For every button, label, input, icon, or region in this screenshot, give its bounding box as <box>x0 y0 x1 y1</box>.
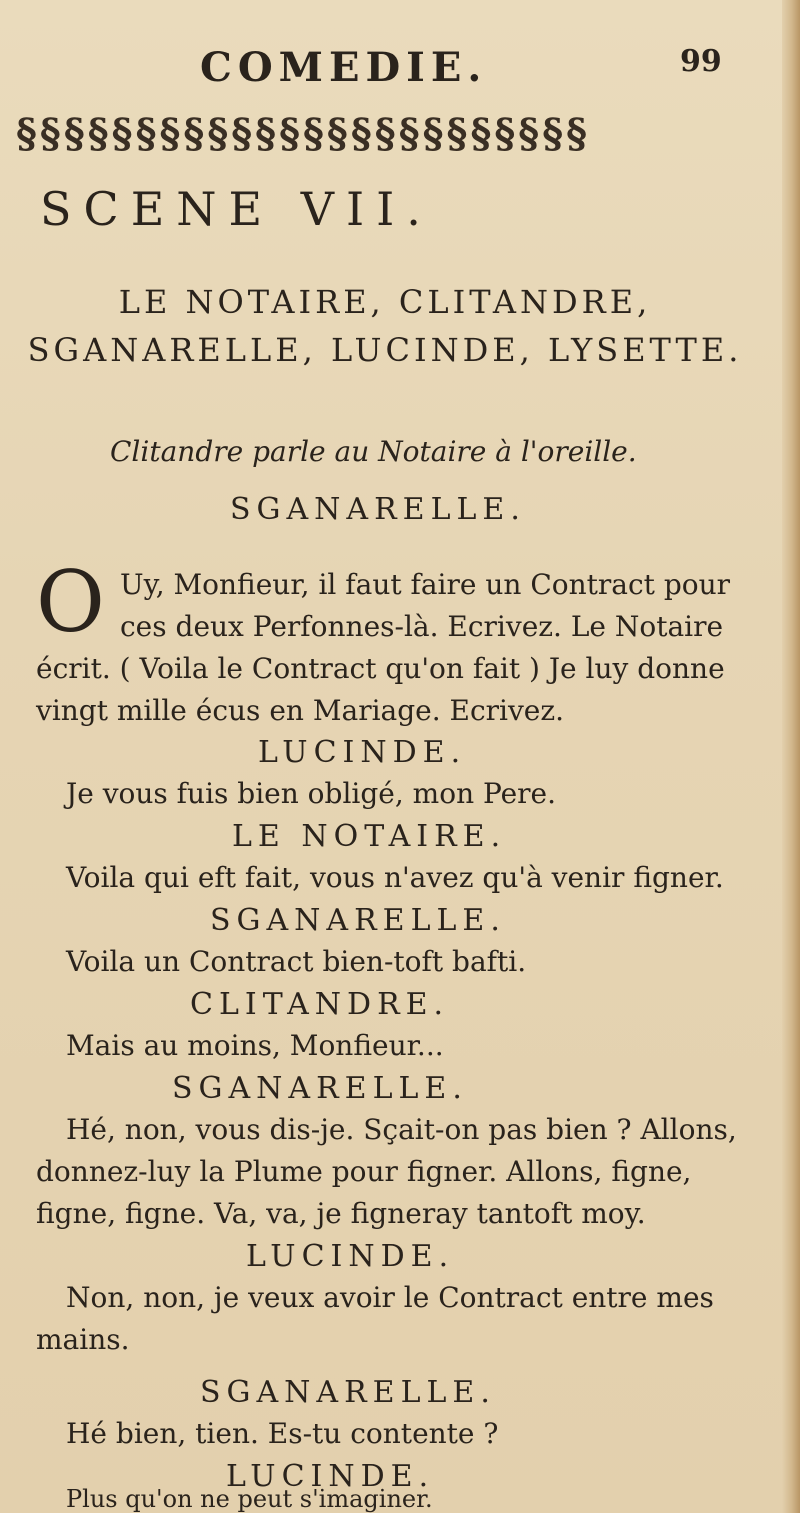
speaker-sganarelle: SGANARELLE. <box>172 1071 468 1106</box>
speaker-lucinde: LUCINDE. <box>258 735 467 770</box>
dialogue-line: Voila qui eft fait, vous n'avez qu'à venir figner. <box>66 861 724 894</box>
speaker-sganarelle: SGANARELLE. <box>200 1375 496 1410</box>
speaker-sganarelle: SGANARELLE. <box>230 492 526 527</box>
speaker-sganarelle: SGANARELLE. <box>210 903 506 938</box>
dialogue-line: Uy, Monfieur, il faut faire un Contract pour <box>120 568 731 601</box>
dialogue-line: mains. <box>36 1323 130 1356</box>
stage-direction: Clitandre parle au Notaire à l'oreille. <box>110 435 637 468</box>
page-number: 99 <box>680 44 722 79</box>
scene-title: SCENE VII. <box>40 182 433 236</box>
dialogue-line: Hé bien, tien. Es-tu contente ? <box>66 1417 499 1450</box>
dialogue-line: Voila un Contract bien-toft bafti. <box>66 945 527 978</box>
drop-cap: O <box>36 553 105 651</box>
running-head: COMEDIE. <box>200 44 488 91</box>
dialogue-line: donnez-luy la Plume pour figner. Allons, figne, <box>36 1155 692 1188</box>
dialogue-line: figne, figne. Va, va, je figneray tantoft moy. <box>36 1197 646 1230</box>
dialogue-line: ces deux Perfonnes-là. Ecrivez. Le Notaire <box>120 610 724 643</box>
page-spine-shadow <box>782 0 800 1513</box>
dialogue-line: Je vous fuis bien obligé, mon Pere. <box>66 777 557 810</box>
speaker-clitandre: CLITANDRE. <box>190 987 450 1022</box>
dialogue-line: écrit. ( Voila le Contract qu'on fait ) Je luy donne <box>36 652 725 685</box>
ornament-band: §§§§§§§§§§§§§§§§§§§§§§§§ <box>16 110 591 157</box>
dialogue-line: Non, non, je veux avoir le Contract entre mes <box>66 1281 714 1314</box>
speaker-lucinde: LUCINDE. <box>226 1459 435 1494</box>
character-list: LE NOTAIRE, CLITANDRE, SGANARELLE, LUCINDE, LYSETTE. <box>27 283 743 369</box>
dialogue-line: Hé, non, vous dis-je. Sçait-on pas bien ? Allons, <box>66 1113 737 1146</box>
dialogue-line: Mais au moins, Monfieur... <box>66 1029 444 1062</box>
speaker-lucinde: LUCINDE. <box>246 1239 455 1274</box>
dialogue-line: vingt mille écus en Mariage. Ecrivez. <box>36 694 565 727</box>
speaker-notaire: LE NOTAIRE. <box>232 819 507 854</box>
dialogue-line: Plus qu'on ne peut s'imaginer. <box>66 1485 433 1513</box>
